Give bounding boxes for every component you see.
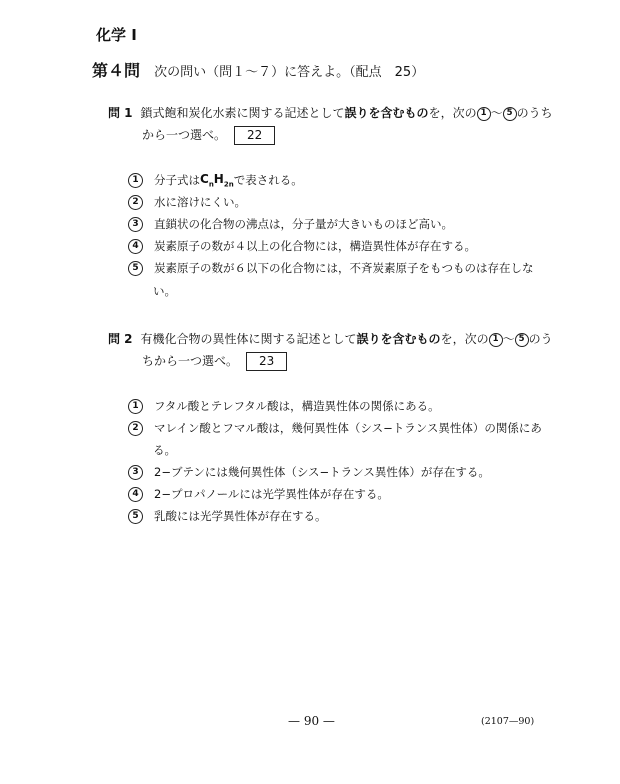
option-number-3-icon: 3 (128, 217, 143, 232)
option-number-4-icon: 4 (128, 239, 143, 254)
question-1-label: 問 1 (108, 106, 133, 120)
option-number-4-icon: 4 (128, 487, 143, 502)
option-number-1-icon: 1 (128, 173, 143, 188)
option-text: 2−ブテンには幾何異性体（シス−トランス異性体）が存在する。 (154, 465, 490, 479)
range-separator: 〜 (502, 332, 515, 346)
option-number-5-icon: 5 (128, 261, 143, 276)
option-text: フタル酸とテレフタル酸は，構造異性体の関係にある。 (154, 399, 440, 413)
q1-option-3 (128, 216, 453, 232)
option-number-5-icon: 5 (128, 509, 143, 524)
q2-option-3 (128, 464, 490, 480)
option-number-3-icon: 3 (128, 465, 143, 480)
molecular-formula: $C_nH_{2n}$ (200, 172, 234, 189)
question-2-text-c: のう (528, 332, 553, 346)
option-text: 2−プロパノールには光学異性体が存在する。 (154, 487, 389, 501)
range-to-icon: 5 (515, 333, 529, 347)
answer-box-23[interactable]: 23 (246, 352, 287, 371)
option-text: マレイン酸とフマル酸は，幾何異性体（シス−トランス異性体）の関係にあ (154, 421, 542, 435)
q2-option-5 (128, 508, 327, 524)
option-text: 炭素原子の数が４以上の化合物には，構造異性体が存在する。 (154, 239, 476, 253)
option-text: 炭素原子の数が６以下の化合物には，不斉炭素原子をもつものは存在しな (154, 261, 534, 275)
question-2-line1 (108, 330, 553, 347)
section-instruction: 次の問い（問１〜７）に答えよ。（配点 25） (154, 65, 425, 80)
section-header (92, 58, 424, 81)
q1-option-5 (128, 260, 534, 276)
option-text: 分子式は (154, 173, 200, 188)
question-1-text-c: のうち (516, 106, 553, 120)
question-1-line1 (108, 104, 553, 121)
question-1-emphasis: 誤りを含むもの (344, 106, 429, 120)
answer-box-22[interactable]: 22 (234, 126, 275, 145)
option-number-1-icon: 1 (128, 399, 143, 414)
subject-title: 化学 I (96, 26, 137, 44)
option-text: 水に溶けにくい。 (154, 195, 246, 209)
option-number-2-icon: 2 (128, 195, 143, 210)
question-2-emphasis: 誤りを含むもの (356, 332, 441, 346)
question-2-text-b: を，次の (440, 332, 489, 346)
question-2-label: 問 2 (108, 332, 133, 346)
option-text-post: で表される。 (233, 173, 303, 188)
question-1-line2 (142, 126, 275, 145)
range-to-icon: 5 (503, 107, 517, 121)
range-separator: 〜 (490, 106, 503, 120)
section-number: 第４問 (92, 61, 141, 80)
question-2-text-a: 有機化合物の異性体に関する記述として (140, 332, 357, 346)
range-from-icon: 1 (477, 107, 491, 121)
question-1-text-cont: から一つ選べ。 (142, 128, 227, 142)
range-from-icon: 1 (489, 333, 503, 347)
q1-option-1 (128, 172, 303, 188)
q2-option-2 (128, 420, 542, 436)
question-2-text-cont: ちから一つ選べ。 (142, 354, 239, 368)
question-1-text-a: 鎖式飽和炭化水素に関する記述として (140, 106, 345, 120)
q1-option-4 (128, 238, 476, 254)
q2-option-2-cont: る。 (153, 443, 176, 457)
page-number: — 90 — (288, 714, 335, 728)
q1-option-2 (128, 194, 246, 210)
q2-option-1 (128, 398, 440, 414)
option-number-2-icon: 2 (128, 421, 143, 436)
q2-option-4 (128, 486, 389, 502)
q1-option-5-cont: い。 (153, 284, 176, 298)
question-2-line2 (142, 352, 287, 371)
question-1-text-b: を，次の (428, 106, 477, 120)
document-code: (2107—90) (481, 716, 535, 727)
option-text: 乳酸には光学異性体が存在する。 (154, 509, 327, 523)
option-text: 直鎖状の化合物の沸点は，分子量が大きいものほど高い。 (154, 217, 453, 231)
